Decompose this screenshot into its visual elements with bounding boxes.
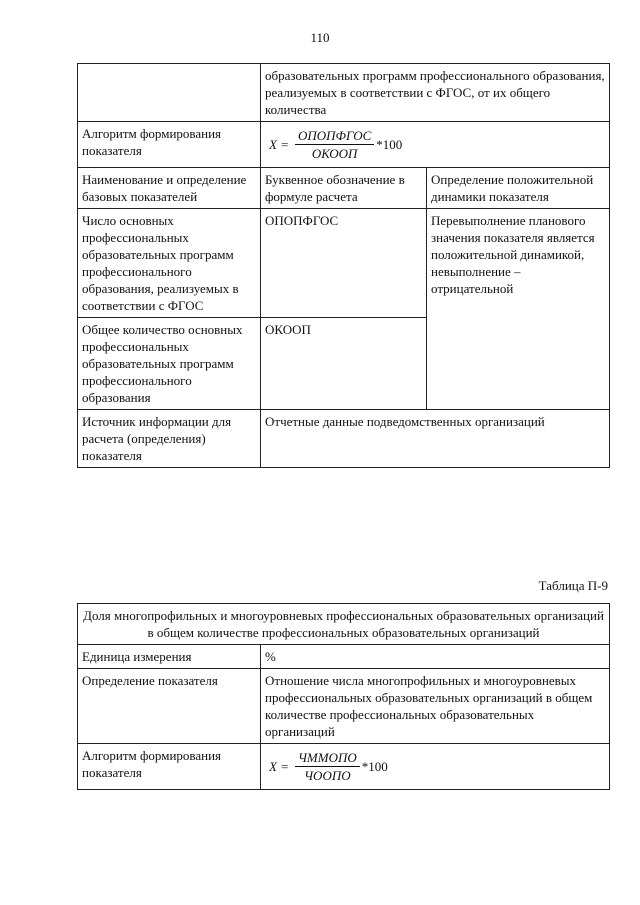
table-title-row <box>78 604 610 645</box>
page-number: 110 <box>310 30 330 45</box>
table-header-row <box>78 168 610 209</box>
base-indicator-code: ОПОПФГОС <box>261 209 427 318</box>
source-label: Источник информации для расчета (определения) показателя <box>78 410 261 468</box>
formula-fraction <box>295 127 374 162</box>
header-code: Буквенное обозначение в формуле расчета <box>261 168 427 209</box>
formula-denominator: ЧООПО <box>304 768 351 783</box>
algorithm-formula <box>261 744 610 790</box>
formula-numerator: ОПОПФГОС <box>295 127 374 145</box>
definition-value: Отношение числа многопрофильных и многоуровневых профессиональных образовательных организаций в общем количестве профессиональных образовательных организаций <box>261 669 610 744</box>
formula-lhs: X = <box>269 759 289 774</box>
formula-multiplier: *100 <box>361 759 388 774</box>
formula-fraction <box>295 749 360 784</box>
indicator-title: Доля многопрофильных и многоуровневых профессиональных образовательных организаций в общем количестве профессиональных образовательных организаций <box>78 604 610 645</box>
dynamics-definition: Перевыполнение планового значения показателя является положительной динамикой, невыполнение – отрицательной <box>427 209 610 410</box>
table-row <box>78 209 610 318</box>
base-indicator-name: Число основных профессиональных образовательных программ профессионального образования, реализуемых в соответствии с ФГОС <box>78 209 261 318</box>
unit-value: % <box>261 645 610 669</box>
table-row <box>78 122 610 168</box>
header-dynamics: Определение положительной динамики показателя <box>427 168 610 209</box>
empty-cell <box>78 64 261 122</box>
formula-numerator: ЧММОПО <box>295 749 360 767</box>
base-indicator-name: Общее количество основных профессиональных образовательных программ профессионального образования <box>78 318 261 410</box>
table-row <box>78 410 610 468</box>
table-row <box>78 669 610 744</box>
table-row <box>78 64 610 122</box>
source-value: Отчетные данные подведомственных организаций <box>261 410 610 468</box>
table-row <box>78 645 610 669</box>
table-caption: Таблица П-9 <box>538 578 608 593</box>
indicator-name-continuation: образовательных программ профессионального образования, реализуемых в соответствии с ФГОС, от их общего количества <box>261 64 610 122</box>
formula-lhs: X = <box>269 137 289 152</box>
indicator-table-p9 <box>77 603 610 790</box>
formula-denominator: ОКООП <box>311 146 358 161</box>
algorithm-formula <box>261 122 610 168</box>
algorithm-label: Алгоритм формирования показателя <box>78 744 261 790</box>
algorithm-label: Алгоритм формирования показателя <box>78 122 261 168</box>
table-row <box>78 744 610 790</box>
definition-label: Определение показателя <box>78 669 261 744</box>
header-name: Наименование и определение базовых показателей <box>78 168 261 209</box>
base-indicator-code: ОКООП <box>261 318 427 410</box>
formula-multiplier: *100 <box>376 137 403 152</box>
indicator-table-continued <box>77 63 610 468</box>
unit-label: Единица измерения <box>78 645 261 669</box>
